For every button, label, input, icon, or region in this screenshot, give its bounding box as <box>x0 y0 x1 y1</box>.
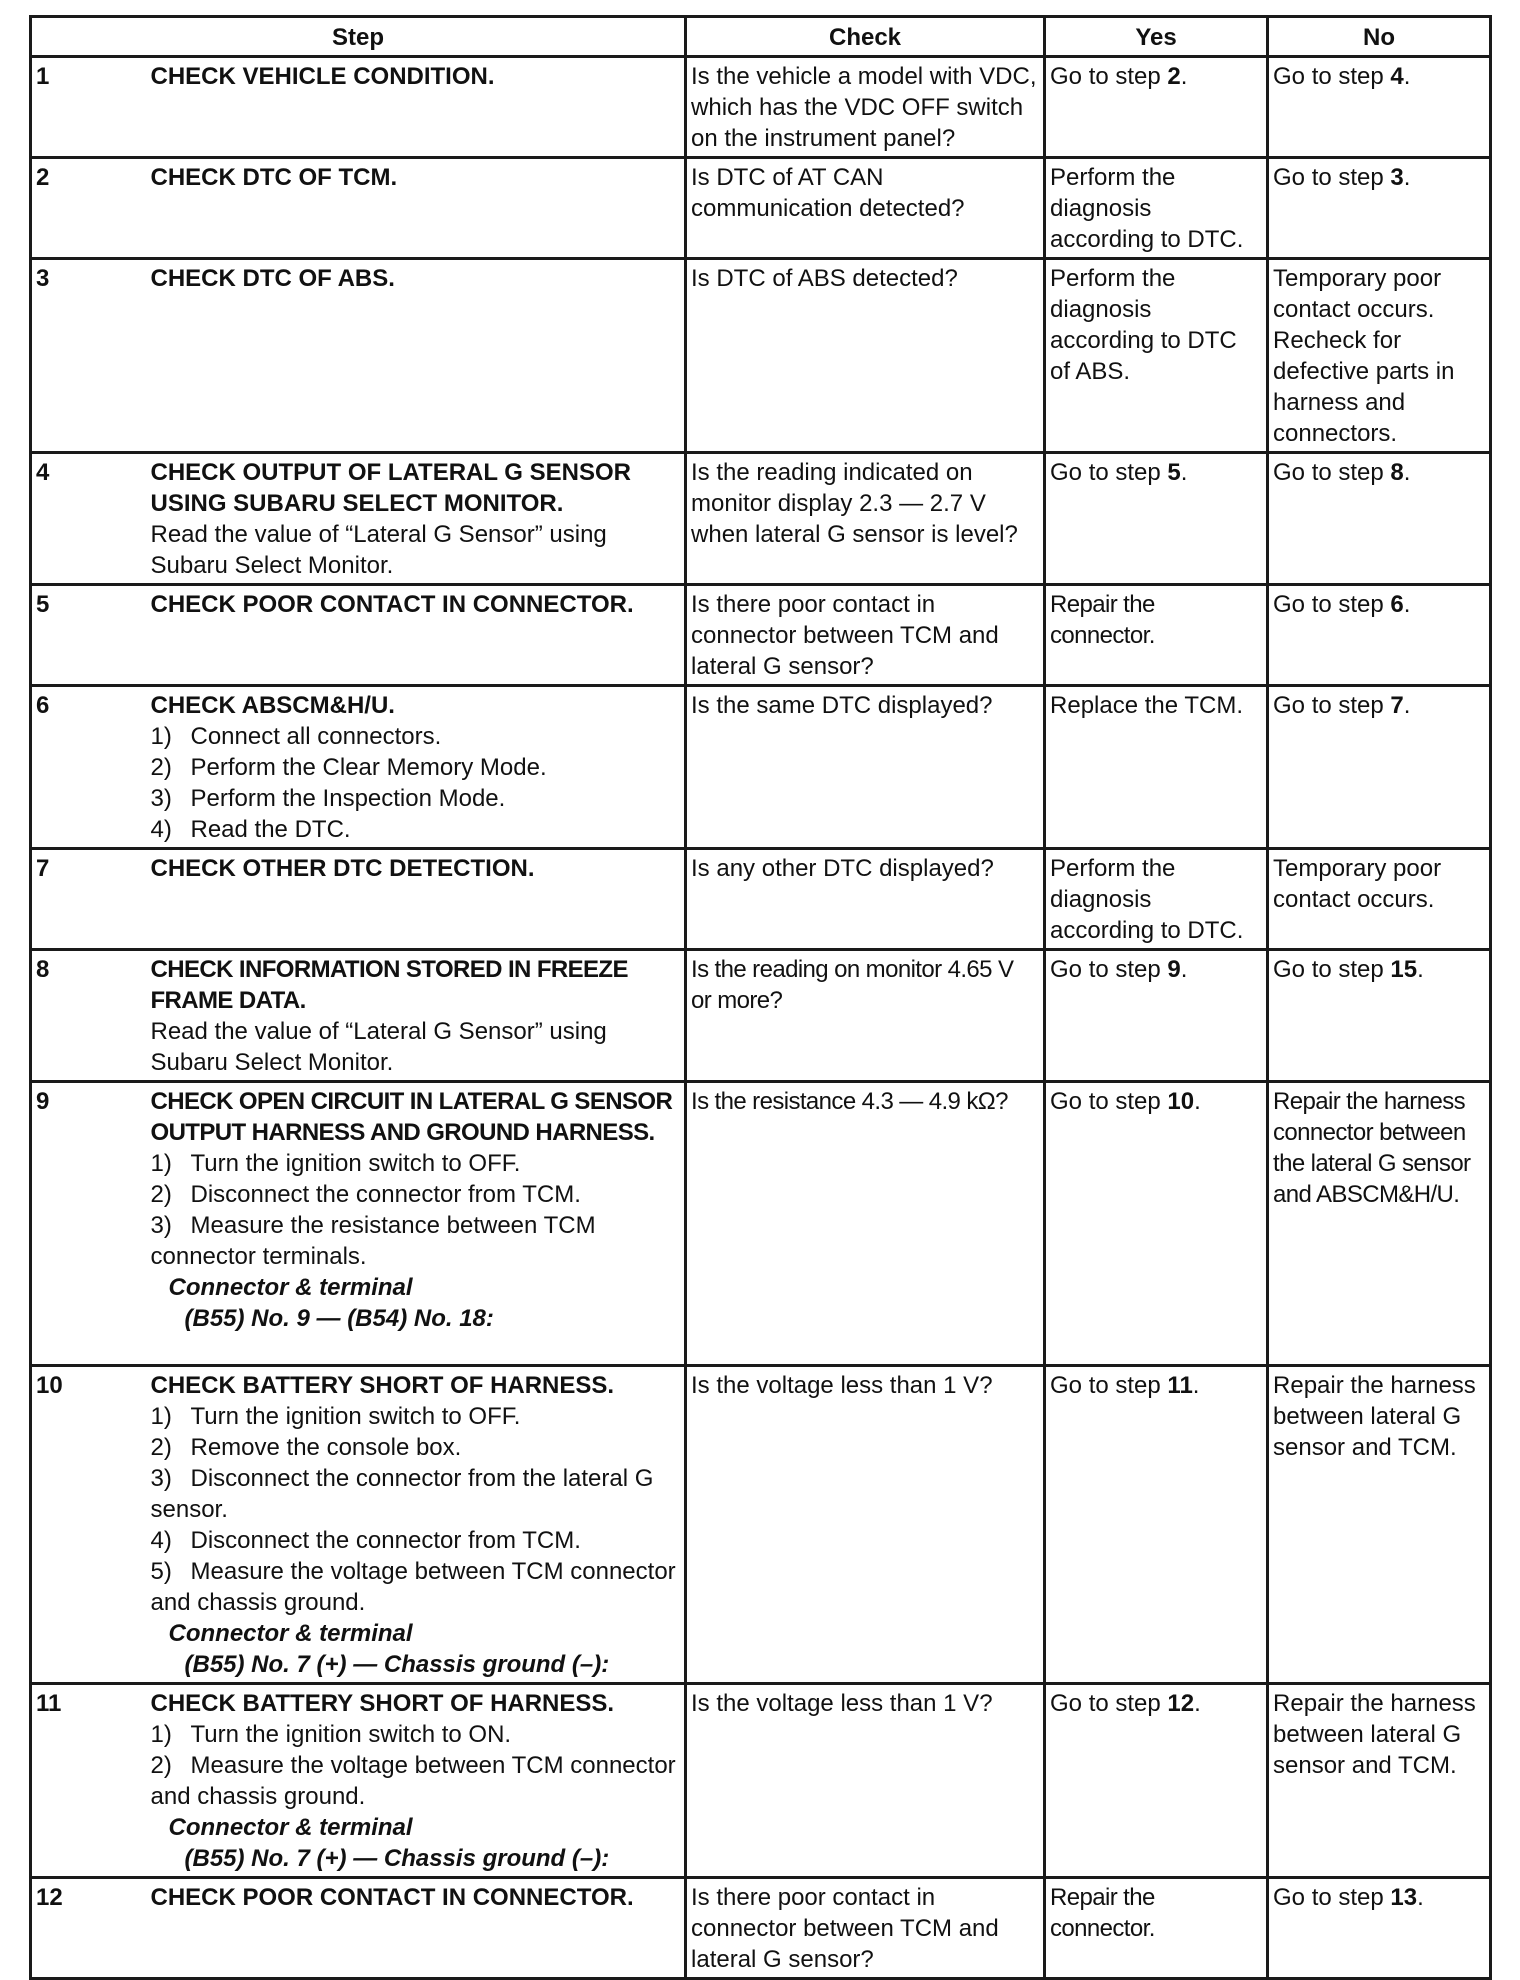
connector-label: Connector & terminal <box>168 1274 413 1301</box>
no-step-link[interactable]: 7 <box>1390 692 1404 719</box>
yes-cell: Go to step 11. <box>1045 1366 1268 1684</box>
yes-cell: Go to step 12. <box>1045 1684 1268 1878</box>
check-cell: Is there poor contact in connector between TCM and lateral G sensor? <box>686 1878 1045 1979</box>
step-number: 4 <box>31 453 149 585</box>
step-cell <box>149 259 686 453</box>
step-title: CHECK ABSCM&H/U. <box>150 692 395 719</box>
check-cell: Is the resistance 4.3 — 4.9 kΩ? <box>686 1082 1045 1366</box>
no-text: Go to step <box>1273 692 1391 719</box>
header-yes: Yes <box>1045 17 1268 57</box>
no-step-link[interactable]: 3 <box>1390 164 1404 191</box>
table-row <box>31 453 1491 585</box>
table-row <box>31 1366 1491 1684</box>
yes-text: Go to step <box>1050 1088 1168 1115</box>
check-cell: Is the same DTC displayed? <box>686 686 1045 849</box>
step-cell <box>149 950 686 1082</box>
header-no: No <box>1268 17 1491 57</box>
no-cell: Go to step 13. <box>1268 1878 1491 1979</box>
check-cell: Is DTC of ABS detected? <box>686 259 1045 453</box>
connector-spec: (B55) No. 9 — (B54) No. 18: <box>184 1305 494 1332</box>
substep: 1) Turn the ignition switch to ON. <box>150 1721 512 1748</box>
substep: 3) Disconnect the connector from the lateral G sensor. <box>150 1465 654 1523</box>
table-row <box>31 158 1491 259</box>
step-number: 1 <box>31 57 149 158</box>
step-cell <box>149 1082 686 1366</box>
check-cell: Is there poor contact in connector between TCM and lateral G sensor? <box>686 585 1045 686</box>
yes-cell: Go to step 2. <box>1045 57 1268 158</box>
yes-step-link[interactable]: 2 <box>1167 63 1181 90</box>
yes-text: Go to step <box>1050 459 1168 486</box>
no-cell: Go to step 3. <box>1268 158 1491 259</box>
table-row <box>31 950 1491 1082</box>
yes-step-link[interactable]: 12 <box>1167 1690 1195 1717</box>
table-row <box>31 259 1491 453</box>
step-cell <box>149 1878 686 1979</box>
no-cell: Temporary poor contact occurs. Recheck for defective parts in harness and connectors. <box>1268 259 1491 453</box>
substep: 2) Measure the voltage between TCM connector and chassis ground. <box>150 1752 676 1810</box>
step-description: Read the value of “Lateral G Sensor” using Subaru Select Monitor. <box>150 1018 607 1076</box>
step-number: 6 <box>31 686 149 849</box>
substep: 2) Remove the console box. <box>150 1434 462 1461</box>
step-number: 9 <box>31 1082 149 1366</box>
no-step-link[interactable]: 13 <box>1390 1884 1418 1911</box>
yes-step-link[interactable]: 9 <box>1167 956 1181 983</box>
table-row <box>31 585 1491 686</box>
step-cell <box>149 1366 686 1684</box>
connector-spec: (B55) No. 7 (+) — Chassis ground (–): <box>184 1845 610 1872</box>
connector-label: Connector & terminal <box>168 1620 413 1647</box>
substep: 3) Measure the resistance between TCM connector terminals. <box>150 1212 596 1270</box>
step-title: CHECK BATTERY SHORT OF HARNESS. <box>150 1690 615 1717</box>
table-row <box>31 1878 1491 1979</box>
step-cell <box>149 158 686 259</box>
table-row <box>31 686 1491 849</box>
yes-cell: Perform the diagnosis according to DTC of ABS. <box>1045 259 1268 453</box>
header-step: Step <box>31 17 686 57</box>
step-title: CHECK DTC OF TCM. <box>150 164 398 191</box>
step-number: 8 <box>31 950 149 1082</box>
step-number: 2 <box>31 158 149 259</box>
step-cell <box>149 1684 686 1878</box>
step-cell <box>149 453 686 585</box>
step-description: Read the value of “Lateral G Sensor” using Subaru Select Monitor. <box>150 521 607 579</box>
no-step-link[interactable]: 15 <box>1390 956 1418 983</box>
check-cell: Is any other DTC displayed? <box>686 849 1045 950</box>
substep: 4) Disconnect the connector from TCM. <box>150 1527 581 1554</box>
substep: 1) Connect all connectors. <box>150 723 442 750</box>
yes-cell: Repair the connector. <box>1045 1878 1268 1979</box>
step-title: CHECK OUTPUT OF LATERAL G SENSOR USING SUBARU SELECT MONITOR. <box>150 459 631 517</box>
step-cell <box>149 849 686 950</box>
substep: 1) Turn the ignition switch to OFF. <box>150 1403 521 1430</box>
no-step-link[interactable]: 4 <box>1390 63 1404 90</box>
no-cell: Go to step 7. <box>1268 686 1491 849</box>
step-title: CHECK OPEN CIRCUIT IN LATERAL G SENSOR OUTPUT HARNESS AND GROUND HARNESS. <box>150 1088 673 1146</box>
no-cell: Temporary poor contact occurs. <box>1268 849 1491 950</box>
step-title: CHECK POOR CONTACT IN CONNECTOR. <box>150 591 634 618</box>
yes-text: Go to step <box>1050 1372 1168 1399</box>
yes-text: Go to step <box>1050 63 1168 90</box>
no-text: Go to step <box>1273 1884 1391 1911</box>
check-cell: Is the reading on monitor 4.65 V or more? <box>686 950 1045 1082</box>
no-text: Go to step <box>1273 956 1391 983</box>
table-header-row <box>31 17 1491 57</box>
step-title: CHECK INFORMATION STORED IN FREEZE FRAME DATA. <box>150 956 628 1014</box>
no-cell: Go to step 8. <box>1268 453 1491 585</box>
yes-cell: Perform the diagnosis according to DTC. <box>1045 158 1268 259</box>
step-number: 5 <box>31 585 149 686</box>
table-row <box>31 1082 1491 1366</box>
check-cell: Is the reading indicated on monitor display 2.3 — 2.7 V when lateral G sensor is level? <box>686 453 1045 585</box>
header-check: Check <box>686 17 1045 57</box>
step-cell <box>149 686 686 849</box>
no-cell: Go to step 4. <box>1268 57 1491 158</box>
no-cell: Repair the harness between lateral G sensor and TCM. <box>1268 1366 1491 1684</box>
step-cell <box>149 57 686 158</box>
yes-step-link[interactable]: 10 <box>1167 1088 1195 1115</box>
step-number: 10 <box>31 1366 149 1684</box>
yes-step-link[interactable]: 11 <box>1167 1372 1193 1399</box>
step-cell <box>149 585 686 686</box>
no-text: Go to step <box>1273 164 1391 191</box>
yes-cell: Go to step 10. <box>1045 1082 1268 1366</box>
no-text: Go to step <box>1273 591 1391 618</box>
table-row <box>31 1684 1491 1878</box>
yes-cell: Repair the connector. <box>1045 585 1268 686</box>
check-cell: Is the vehicle a model with VDC, which has the VDC OFF switch on the instrument panel? <box>686 57 1045 158</box>
step-number: 3 <box>31 259 149 453</box>
check-cell: Is the voltage less than 1 V? <box>686 1366 1045 1684</box>
step-title: CHECK POOR CONTACT IN CONNECTOR. <box>150 1884 634 1911</box>
substep: 4) Read the DTC. <box>150 816 351 843</box>
yes-cell: Go to step 9. <box>1045 950 1268 1082</box>
step-number: 7 <box>31 849 149 950</box>
no-text: Go to step <box>1273 459 1391 486</box>
no-cell: Repair the harness between lateral G sensor and TCM. <box>1268 1684 1491 1878</box>
step-number: 11 <box>31 1684 149 1878</box>
no-cell: Repair the harness connector between the lateral G sensor and ABSCM&H/U. <box>1268 1082 1491 1366</box>
no-step-link[interactable]: 6 <box>1390 591 1404 618</box>
substep: 5) Measure the voltage between TCM connector and chassis ground. <box>150 1558 676 1616</box>
no-text: Go to step <box>1273 63 1391 90</box>
check-cell: Is the voltage less than 1 V? <box>686 1684 1045 1878</box>
substep: 1) Turn the ignition switch to OFF. <box>150 1150 521 1177</box>
substep: 3) Perform the Inspection Mode. <box>150 785 506 812</box>
check-cell: Is DTC of AT CAN communication detected? <box>686 158 1045 259</box>
yes-cell: Replace the TCM. <box>1045 686 1268 849</box>
no-cell: Go to step 15. <box>1268 950 1491 1082</box>
step-title: CHECK OTHER DTC DETECTION. <box>150 855 535 882</box>
step-title: CHECK VEHICLE CONDITION. <box>150 63 495 90</box>
substep: 2) Disconnect the connector from TCM. <box>150 1181 581 1208</box>
substep: 2) Perform the Clear Memory Mode. <box>150 754 547 781</box>
no-step-link[interactable]: 8 <box>1390 459 1404 486</box>
no-cell: Go to step 6. <box>1268 585 1491 686</box>
step-title: CHECK DTC OF ABS. <box>150 265 395 292</box>
diagnostic-table <box>29 15 1492 1980</box>
yes-text: Go to step <box>1050 956 1168 983</box>
diagnostic-procedure-document <box>29 15 1489 1980</box>
connector-label: Connector & terminal <box>168 1814 413 1841</box>
step-number: 12 <box>31 1878 149 1979</box>
table-row <box>31 849 1491 950</box>
yes-text: Go to step <box>1050 1690 1168 1717</box>
step-title: CHECK BATTERY SHORT OF HARNESS. <box>150 1372 615 1399</box>
connector-spec: (B55) No. 7 (+) — Chassis ground (–): <box>184 1651 610 1678</box>
yes-step-link[interactable]: 5 <box>1167 459 1181 486</box>
yes-cell: Go to step 5. <box>1045 453 1268 585</box>
yes-cell: Perform the diagnosis according to DTC. <box>1045 849 1268 950</box>
table-row <box>31 57 1491 158</box>
